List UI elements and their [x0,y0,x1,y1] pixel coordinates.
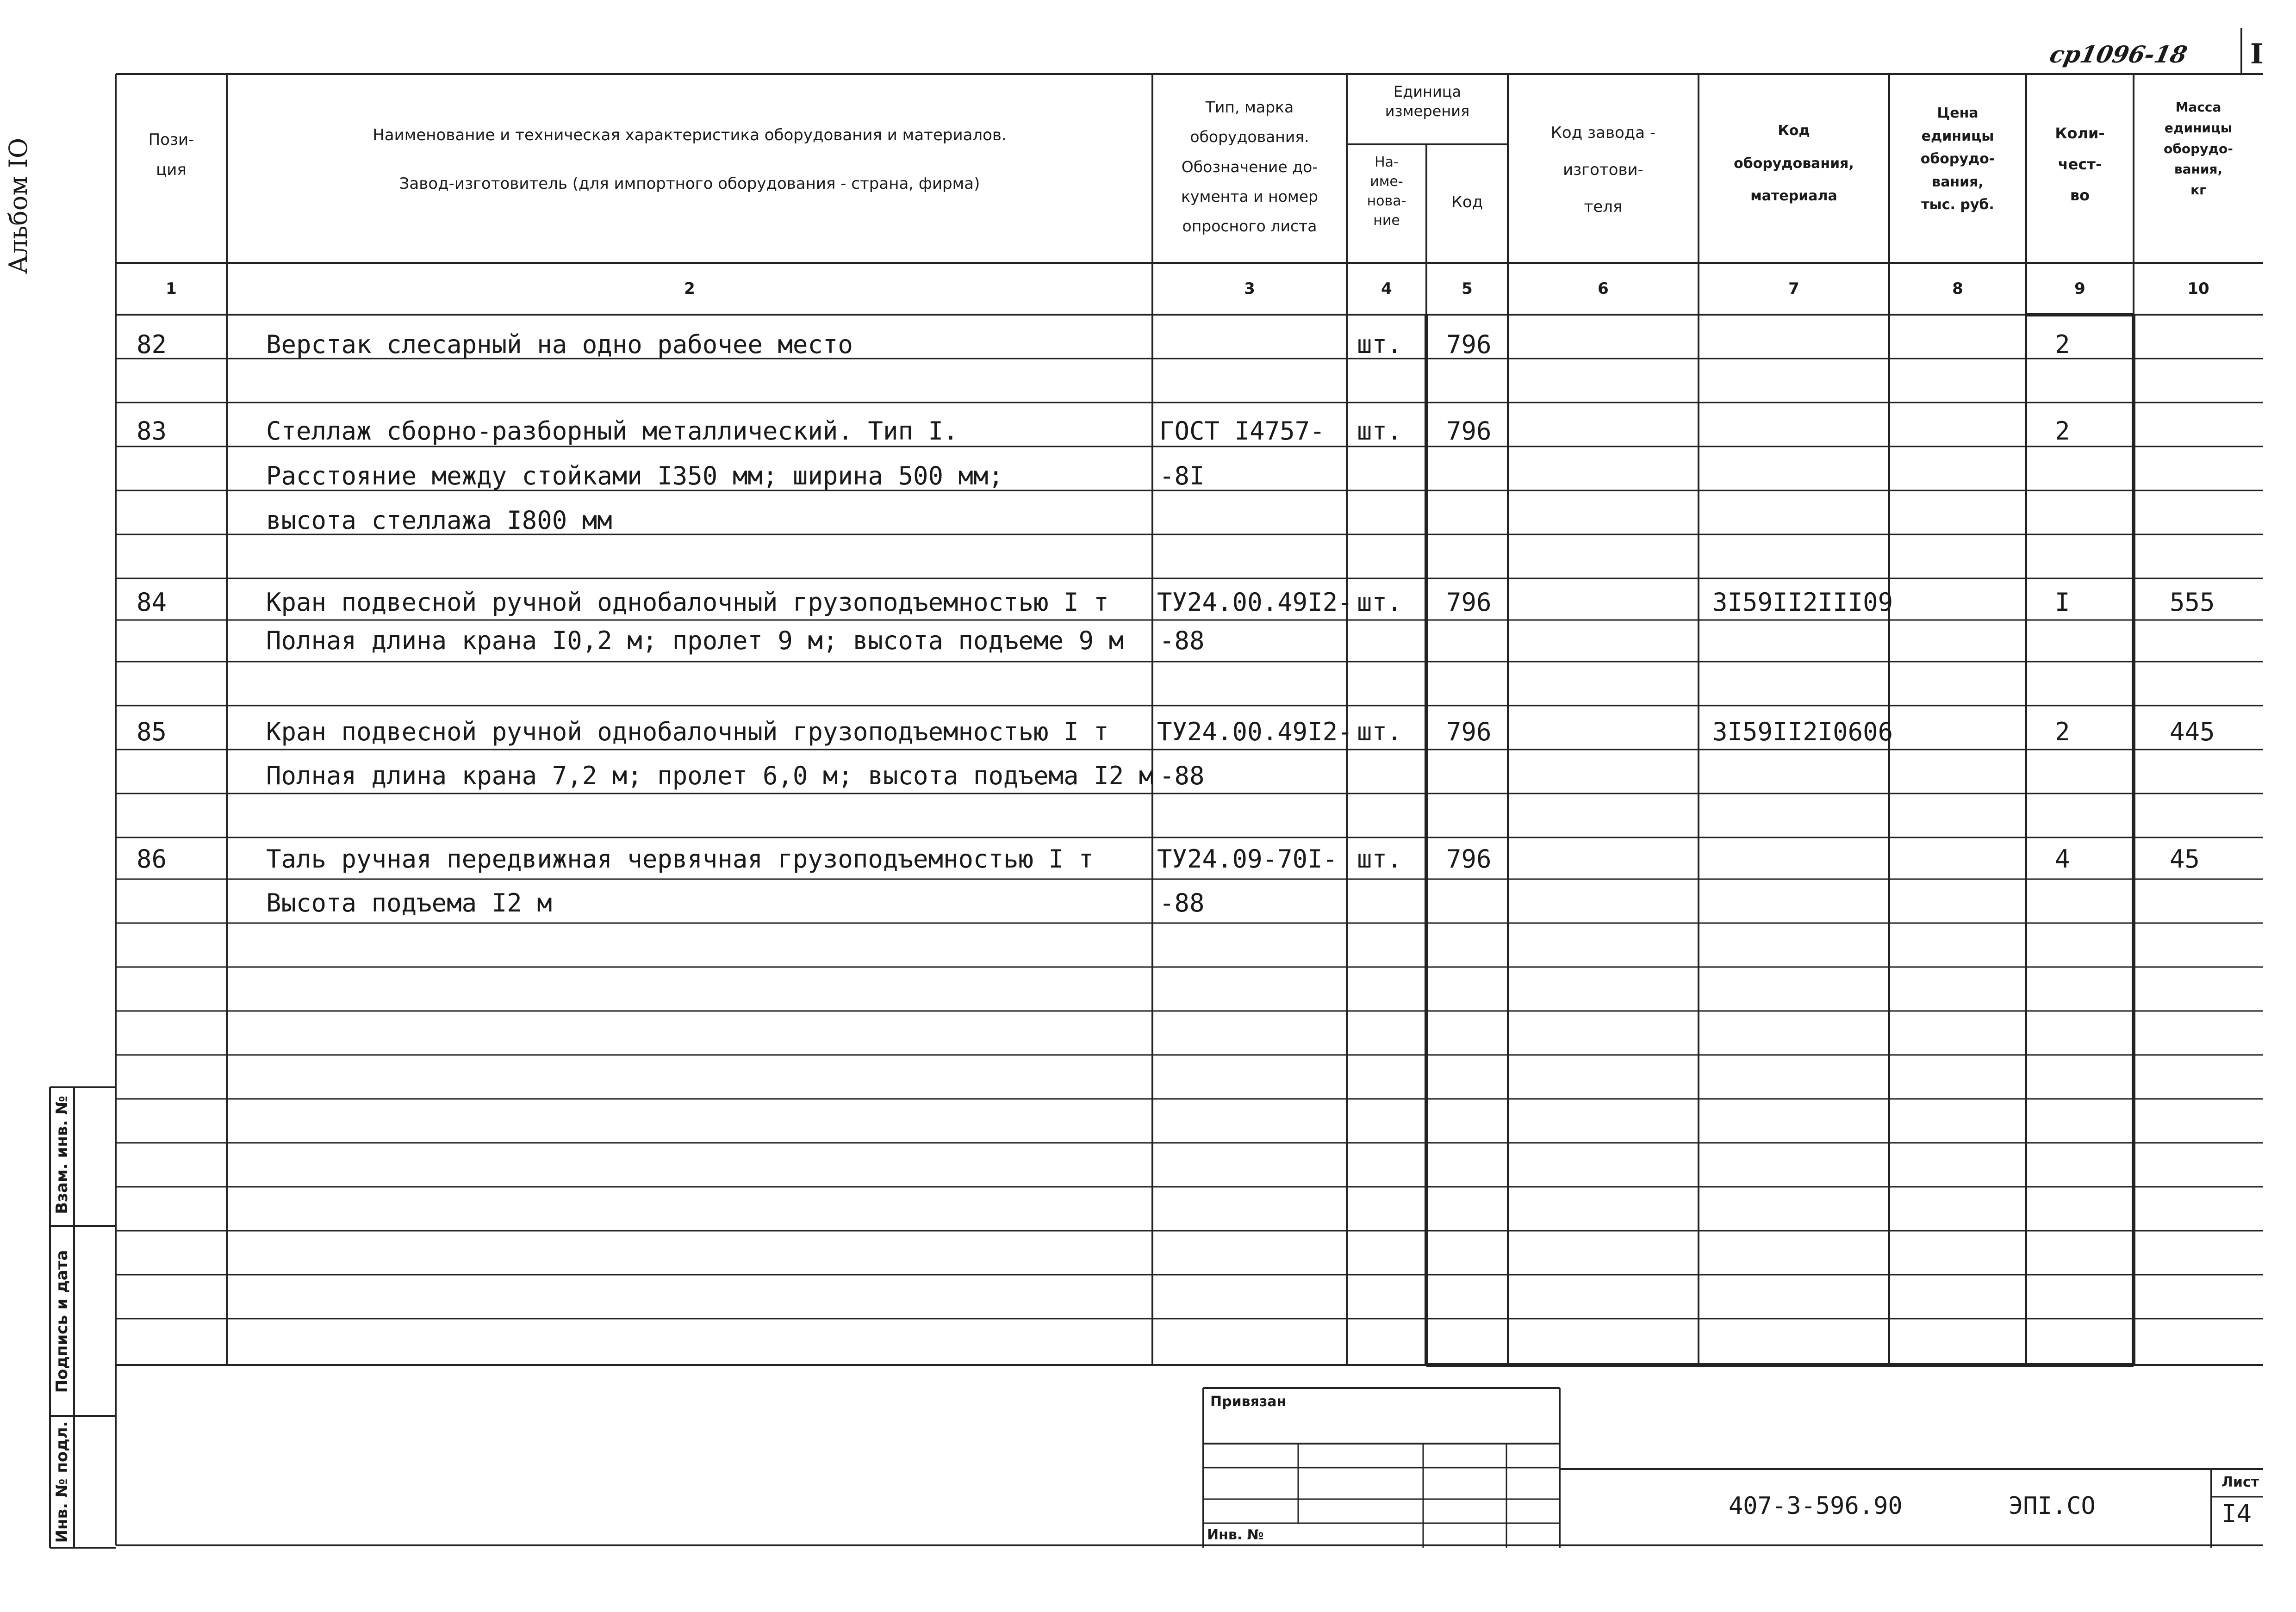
cell-quantity: 2 [2055,330,2070,359]
cell-type: ГОСТ I4757- [1159,416,1325,446]
column-number: 9 [2074,279,2085,298]
cell-mass: 555 [2170,588,2215,617]
column-number: 8 [1952,279,1963,298]
cell-name: Кран подвесной ручной однобалочный грузоподъемностью I т [266,717,1109,746]
sheet-label: Лист [2221,1474,2259,1490]
cell-equipment-code: 3I59II2III09 [1712,588,1893,617]
cell-position: 84 [137,588,167,617]
cell-type: -88 [1159,888,1205,918]
cell-unit: шт. [1357,416,1402,446]
cell-name: Высота подъема I2 м [266,888,552,918]
header-position: Пози- ция [148,130,194,179]
cell-type: -88 [1159,761,1205,790]
header-unit-group: Единица измерения [1385,83,1470,120]
cell-name: Кран подвесной ручной однобалочный грузоподъемностью I т [266,588,1109,617]
sidebar-vzam-inv: Взам. инв. № [53,1096,71,1214]
header-quantity: Коли- чест- во [2055,124,2105,205]
column-number: 1 [166,279,177,298]
cell-type: ТУ24.09-70I- [1157,844,1338,874]
sheet-number: I4 [2221,1499,2252,1528]
corner-mark: I [2250,38,2264,70]
cell-type: -88 [1159,626,1205,655]
cell-type: -8I [1159,461,1205,490]
cell-unit: шт. [1357,330,1402,359]
sheet-code: ЭПI.CO [2009,1492,2096,1520]
cell-position: 86 [137,844,167,874]
stamp-privyazan: Привязан [1210,1394,1287,1410]
header-equipment-code: Код оборудования, материала [1734,123,1854,204]
stamp-inv-no: Инв. № [1207,1527,1264,1543]
column-number: 6 [1598,279,1609,298]
cell-unit-code: 796 [1446,588,1492,617]
header-name-line1: Наименование и техническая характеристика оборудования и материалов. [373,126,1007,144]
cell-unit-code: 796 [1446,717,1492,746]
cell-name: высота стеллажа I800 мм [266,506,612,535]
header-price: Цена единицы оборудо- вания, тыс. руб. [1920,105,1995,213]
header-manufacturer-code: Код завода - изготови- теля [1550,124,1656,216]
cell-quantity: 4 [2055,844,2070,874]
cell-mass: 45 [2170,844,2200,874]
cell-name: Верстак слесарный на одно рабочее место [266,330,853,359]
cell-quantity: I [2055,588,2070,617]
album-label: Альбом IO [4,137,33,274]
cell-unit-code: 796 [1446,330,1492,359]
cell-mass: 445 [2170,717,2215,746]
column-number: 2 [684,279,695,298]
cell-unit: шт. [1357,588,1402,617]
project-code: 407-3-596.90 [1729,1492,1903,1520]
cell-name: Таль ручная передвижная червячная грузоподъемностью I т [266,844,1094,874]
column-number: 3 [1244,279,1255,298]
cell-position: 85 [137,717,167,746]
column-number: 5 [1462,279,1473,298]
header-mass: Масса единицы оборудо- вания, кг [2164,99,2233,198]
cell-unit-code: 796 [1446,416,1492,446]
cell-unit: шт. [1357,717,1402,746]
handwritten-code: ср1096-18 [2047,41,2190,68]
column-number: 10 [2187,279,2209,298]
sidebar-inv-podl: Инв. № подл. [53,1421,71,1543]
cell-name: Расстояние между стойками I350 мм; ширина 500 мм; [266,461,1004,490]
cell-equipment-code: 3I59II2I0606 [1712,717,1893,746]
cell-unit: шт. [1357,844,1402,874]
cell-name: Полная длина крана 7,2 м; пролет 6,0 м; высота подъема I2 м [266,761,1154,790]
cell-quantity: 2 [2055,717,2070,746]
sidebar-podpis-data: Подпись и дата [53,1250,71,1393]
column-number: 7 [1788,279,1799,298]
cell-type: ТУ24.00.49I2- [1157,717,1353,746]
cell-name: Стеллаж сборно-разборный металлический. Тип I. [266,416,958,446]
cell-quantity: 2 [2055,416,2070,446]
header-type: Тип, марка оборудования. Обозначение до- кумента и номер опросного листа [1181,98,1319,236]
cell-position: 83 [137,416,167,446]
cell-type: ТУ24.00.49I2- [1157,588,1353,617]
cell-name: Полная длина крана I0,2 м; пролет 9 м; высота подъеме 9 м [266,626,1124,655]
column-number: 4 [1381,279,1392,298]
header-unit-name: На- име- нова- ние [1367,154,1406,229]
header-name-line2: Завод-изготовитель (для импортного оборудования - страна, фирма) [399,174,980,193]
header-unit-code: Код [1451,193,1483,211]
cell-position: 82 [137,330,167,359]
cell-unit-code: 796 [1446,844,1492,874]
